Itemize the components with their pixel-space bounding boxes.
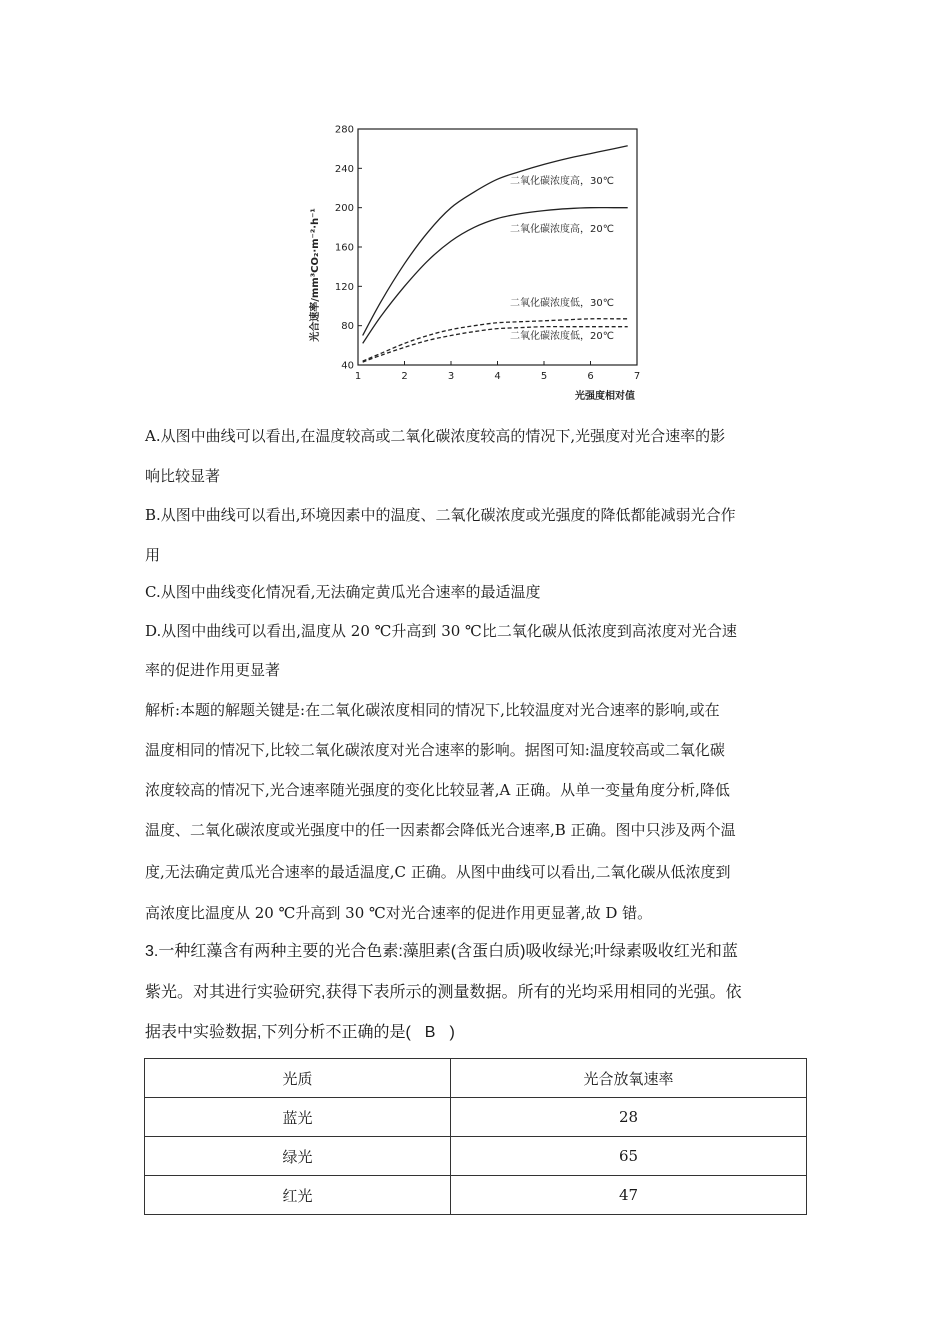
option-a-line1: A.从图中曲线可以看出,在温度较高或二氧化碳浓度较高的情况下,光强度对光合速率的影 (145, 427, 726, 445)
light-quality-table (144, 1058, 807, 1215)
analysis-line2: 温度相同的情况下,比较二氧化碳浓度对光合速率的影响。据图可知:温度较高或二氧化碳 (145, 741, 725, 759)
y-axis-label: 光合速率/mm³CO₂·m⁻²·h⁻¹ (310, 208, 321, 342)
table-header: 光质 (145, 1059, 451, 1098)
x-tick-label: 1 (354, 371, 362, 382)
y-tick-label: 160 (334, 242, 354, 254)
series-label: 二氧化碳浓度高，20℃ (510, 224, 614, 235)
table-header: 光合放氧速率 (451, 1059, 807, 1098)
series-label: 二氧化碳浓度低，20℃ (510, 331, 614, 342)
x-tick-label: 7 (633, 371, 641, 382)
table-cell: 65 (451, 1137, 807, 1176)
question3-line2: 紫光。对其进行实验研究,获得下表所示的测量数据。所有的光均采用相同的光强。依 (145, 984, 742, 1001)
answer-letter: B (424, 1024, 436, 1041)
option-d-line2: 率的促进作用更显著 (145, 661, 281, 679)
option-c-line1: C.从图中曲线变化情况看,无法确定黄瓜光合速率的最适温度 (145, 583, 541, 601)
question3-line3 (145, 1023, 815, 1043)
photosynthesis-chart (300, 115, 660, 405)
option-b-line1: B.从图中曲线可以看出,环境因素中的温度、二氧化碳浓度或光强度的降低都能减弱光合作 (145, 506, 736, 524)
table-row (145, 1176, 807, 1215)
y-tick-label: 40 (341, 360, 354, 372)
plot-area (335, 125, 640, 383)
analysis-line5: 度,无法确定黄瓜光合速率的最适温度,C 正确。从图中曲线可以看出,二氧化碳从低浓度到 (145, 863, 731, 881)
table-row (145, 1098, 807, 1137)
table-cell: 28 (451, 1098, 807, 1137)
x-axis-label: 光强度相对值 (575, 391, 635, 402)
analysis-line4: 温度、二氧化碳浓度或光强度中的任一因素都会降低光合速率,B 正确。图中只涉及两个温 (145, 821, 736, 839)
y-tick-label: 200 (334, 203, 354, 215)
x-tick-label: 4 (494, 371, 501, 382)
x-tick-label: 3 (447, 371, 455, 382)
table-header-row (145, 1059, 807, 1098)
analysis-line1: 解析:本题的解题关键是:在二氧化碳浓度相同的情况下,比较温度对光合速率的影响,或在 (145, 701, 720, 719)
analysis-line6: 高浓度比温度从 20 ℃升高到 30 ℃对光合速率的促进作用更显著,故 D 错。 (145, 904, 653, 922)
y-tick-label: 120 (334, 281, 354, 293)
series-label: 二氧化碳浓度高，30℃ (510, 176, 614, 187)
plot-frame (358, 129, 637, 365)
option-d-line1: D.从图中曲线可以看出,温度从 20 ℃升高到 30 ℃比二氧化碳从低浓度到高浓度对光合速 (145, 622, 737, 640)
table-cell: 红光 (145, 1176, 451, 1215)
option-a-line2: 响比较显著 (145, 467, 221, 485)
series-label: 二氧化碳浓度低，30℃ (510, 298, 614, 309)
table-cell: 47 (451, 1176, 807, 1215)
question3-prompt: 据表中实验数据,下列分析不正确的是( (145, 1024, 411, 1041)
x-tick-label: 5 (540, 371, 548, 382)
table-cell: 绿光 (145, 1137, 451, 1176)
question3-close-paren: ) (449, 1024, 455, 1041)
question3-line1: 3.一种红藻含有两种主要的光合色素:藻胆素(含蛋白质)吸收绿光;叶绿素吸收红光和蓝 (145, 943, 738, 960)
x-tick-label: 2 (401, 371, 408, 382)
table-cell: 蓝光 (145, 1098, 451, 1137)
analysis-line3: 浓度较高的情况下,光合速率随光强度的变化比较显著,A 正确。从单一变量角度分析,降低 (145, 781, 730, 799)
y-tick-label: 80 (341, 321, 354, 333)
y-tick-label: 280 (334, 124, 354, 136)
option-b-line2: 用 (145, 546, 161, 564)
y-tick-label: 240 (334, 163, 354, 175)
x-tick-label: 6 (587, 371, 594, 382)
table-row (145, 1137, 807, 1176)
